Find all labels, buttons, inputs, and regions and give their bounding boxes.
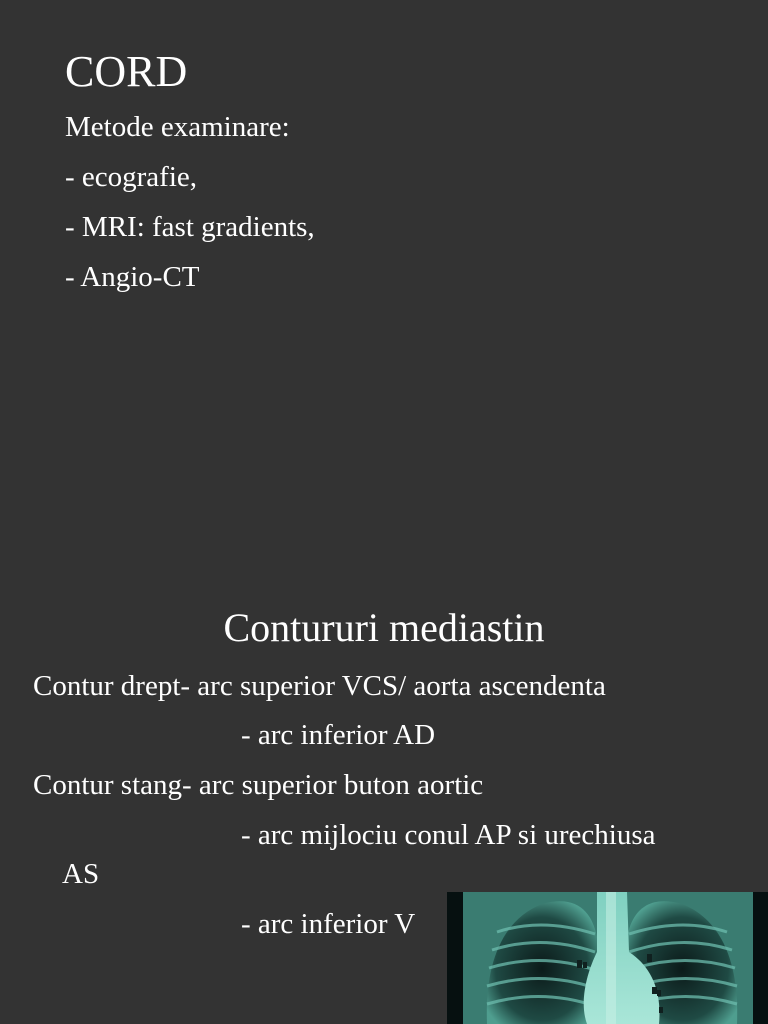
slide-title: CORD: [65, 47, 188, 96]
contour-line: - arc mijlociu conul AP si urechiusa: [241, 819, 656, 851]
contour-line: - arc inferior AD: [241, 719, 436, 751]
contour-line: Contur stang- arc superior buton aortic: [33, 769, 484, 801]
contour-line: - arc inferior V: [241, 908, 416, 940]
method-item: - MRI: fast gradients,: [65, 211, 315, 243]
chest-xray-image: [447, 892, 768, 1024]
contour-line: Contur drept- arc superior VCS/ aorta ascendenta: [33, 670, 606, 702]
method-item: - ecografie,: [65, 161, 198, 193]
contour-line: AS: [62, 858, 100, 890]
section-title: Contururi mediastin: [223, 605, 545, 650]
method-item: - Angio-CT: [65, 261, 200, 293]
method-heading: Metode examinare:: [65, 111, 290, 143]
